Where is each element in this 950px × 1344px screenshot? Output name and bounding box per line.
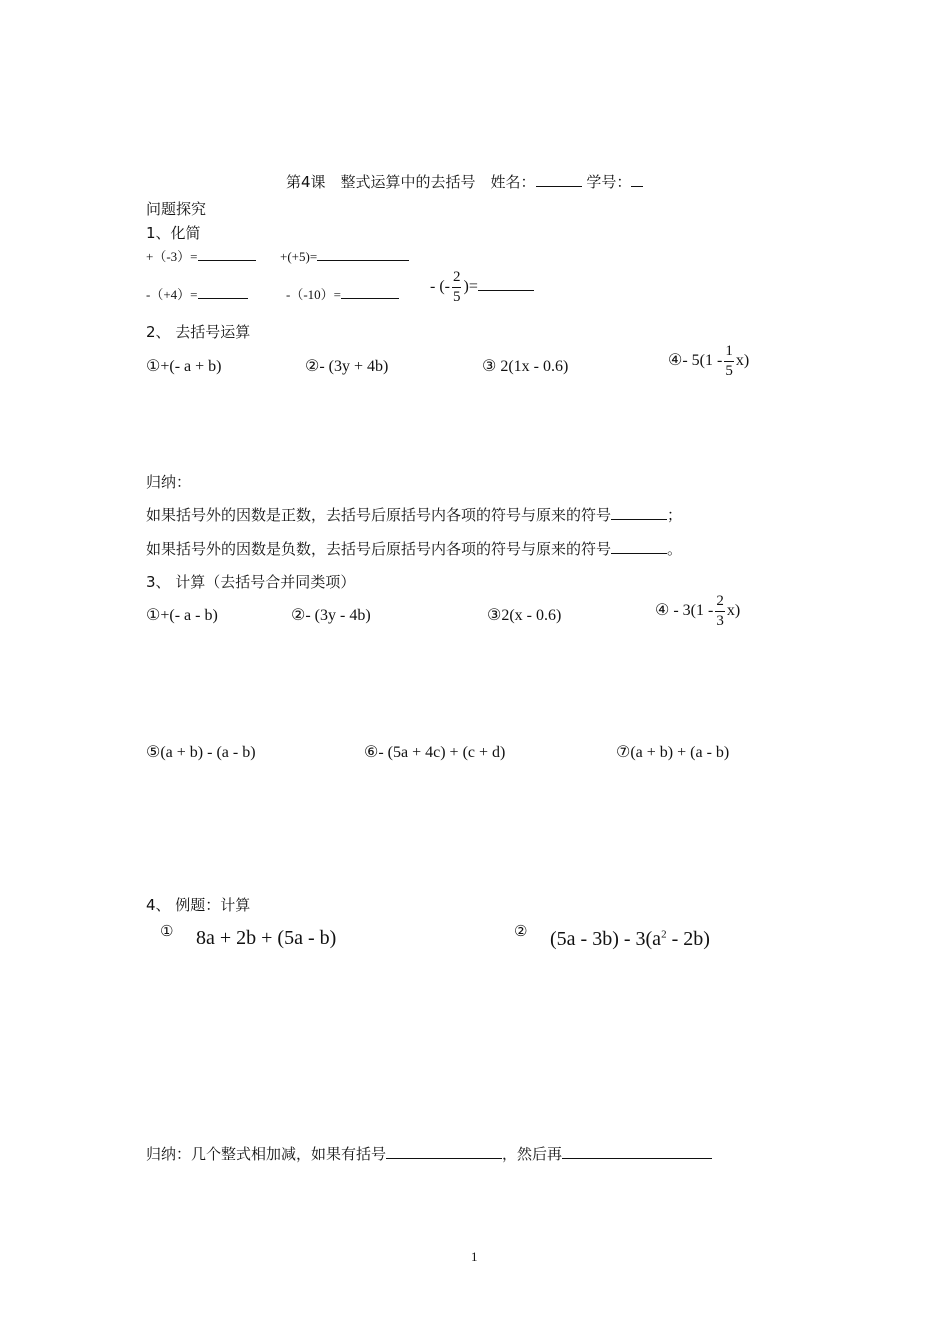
page-title xyxy=(286,171,643,192)
q3-item-2: ②- (3y - 4b) xyxy=(291,607,371,624)
q1-item-b-text: +(+5)= xyxy=(280,249,318,264)
q4-expr-2-sup: 2 xyxy=(661,928,667,941)
q3-item-5: ⑤(a + b) - (a - b) xyxy=(146,744,256,761)
q4-circle-2: ② xyxy=(514,922,528,940)
q1-item-c xyxy=(146,284,248,303)
q1-blank-b xyxy=(317,246,409,261)
q1-item-d xyxy=(286,284,399,303)
section-heading: 问题探究 xyxy=(146,200,207,218)
q3-item-4-suffix: x) xyxy=(726,602,741,620)
q1-item-b xyxy=(280,246,409,265)
q2-frac-num: 1 xyxy=(724,344,734,362)
summary2-text-a: 归纳：几个整式相加减，如果有括号 xyxy=(146,1145,387,1163)
summary1-line1-text: 如果括号外的因数是正数，去括号后原括号内各项的符号与原来的符号 xyxy=(146,506,612,524)
q2-title: 2、 去括号运算 xyxy=(146,323,251,341)
summary2-blank2 xyxy=(562,1144,712,1159)
q2-fraction xyxy=(724,344,734,379)
q4-expr-2-b: - 2b) xyxy=(666,928,710,950)
q2-item-4-suffix: x) xyxy=(735,352,750,370)
q2-item-4-prefix: ④- 5(1 - xyxy=(668,352,723,370)
q1-item-e xyxy=(430,270,534,305)
q2-frac-den: 5 xyxy=(725,363,733,379)
q3-frac-num: 2 xyxy=(715,594,725,612)
q1-blank-a xyxy=(198,246,256,261)
summary1-title: 归纳： xyxy=(146,473,192,491)
q1-item-e-prefix: - (- xyxy=(430,278,450,296)
q3-frac-den: 3 xyxy=(716,613,724,629)
q1-item-c-text: -（+4）= xyxy=(146,287,198,302)
q1-title: 1、化简 xyxy=(146,224,201,242)
q4-expr-2 xyxy=(550,928,710,951)
q3-item-4-prefix: ④ - 3(1 - xyxy=(655,602,714,620)
q1-blank-c xyxy=(198,284,248,299)
q2-item-1: ①+(- a + b) xyxy=(146,358,222,375)
xuehao-blank xyxy=(631,172,643,187)
q1-frac-den: 5 xyxy=(452,289,461,305)
q1-fraction xyxy=(452,270,462,305)
q1-blank-e xyxy=(478,276,534,291)
q3-item-3: ③2(x - 0.6) xyxy=(487,607,562,624)
xuehao-label: 学号： xyxy=(586,173,632,191)
summary1-line2-text: 如果括号外的因数是负数，去括号后原括号内各项的符号与原来的符号 xyxy=(146,540,612,558)
q3-title: 3、 计算（去括号合并同类项） xyxy=(146,573,356,591)
q3-item-7: ⑦(a + b) + (a - b) xyxy=(616,744,730,761)
summary2-text-b: ，然后再 xyxy=(502,1145,563,1163)
q4-expr-1: 8a + 2b + (5a - b) xyxy=(196,927,337,949)
q3-item-6: ⑥- (5a + 4c) + (c + d) xyxy=(364,744,506,761)
title-text: 第4课 整式运算中的去括号 姓名： xyxy=(286,173,536,191)
q4-expr-2-a: (5a - 3b) - 3(a xyxy=(550,928,662,950)
q2-item-2: ②- (3y + 4b) xyxy=(305,358,389,375)
q3-item-4 xyxy=(655,594,740,629)
q3-item-1: ①+(- a - b) xyxy=(146,607,218,624)
page-number: 1 xyxy=(471,1249,478,1264)
q1-item-e-suffix: )= xyxy=(463,278,478,296)
q1-item-d-text: -（-10）= xyxy=(286,287,341,302)
summary1-line1 xyxy=(146,504,682,525)
q1-blank-d xyxy=(341,284,399,299)
q1-item-a-text: +（-3）= xyxy=(146,249,198,264)
summary1-line1-end: ； xyxy=(667,506,683,524)
summary2-blank1 xyxy=(386,1144,502,1159)
q4-title: 4、 例题：计算 xyxy=(146,896,251,914)
q1-item-a xyxy=(146,246,256,265)
q3-fraction xyxy=(715,594,725,629)
q4-circle-1: ① xyxy=(160,922,174,940)
q2-item-4 xyxy=(668,344,749,379)
q2-item-3: ③ 2(1x - 0.6) xyxy=(482,358,569,375)
q1-frac-num: 2 xyxy=(452,270,462,288)
summary1-blank1 xyxy=(611,505,667,520)
summary1-line2 xyxy=(146,538,682,559)
name-blank xyxy=(536,172,582,187)
summary1-line2-end: 。 xyxy=(667,540,683,558)
summary1-blank2 xyxy=(611,539,667,554)
summary2 xyxy=(146,1143,712,1164)
